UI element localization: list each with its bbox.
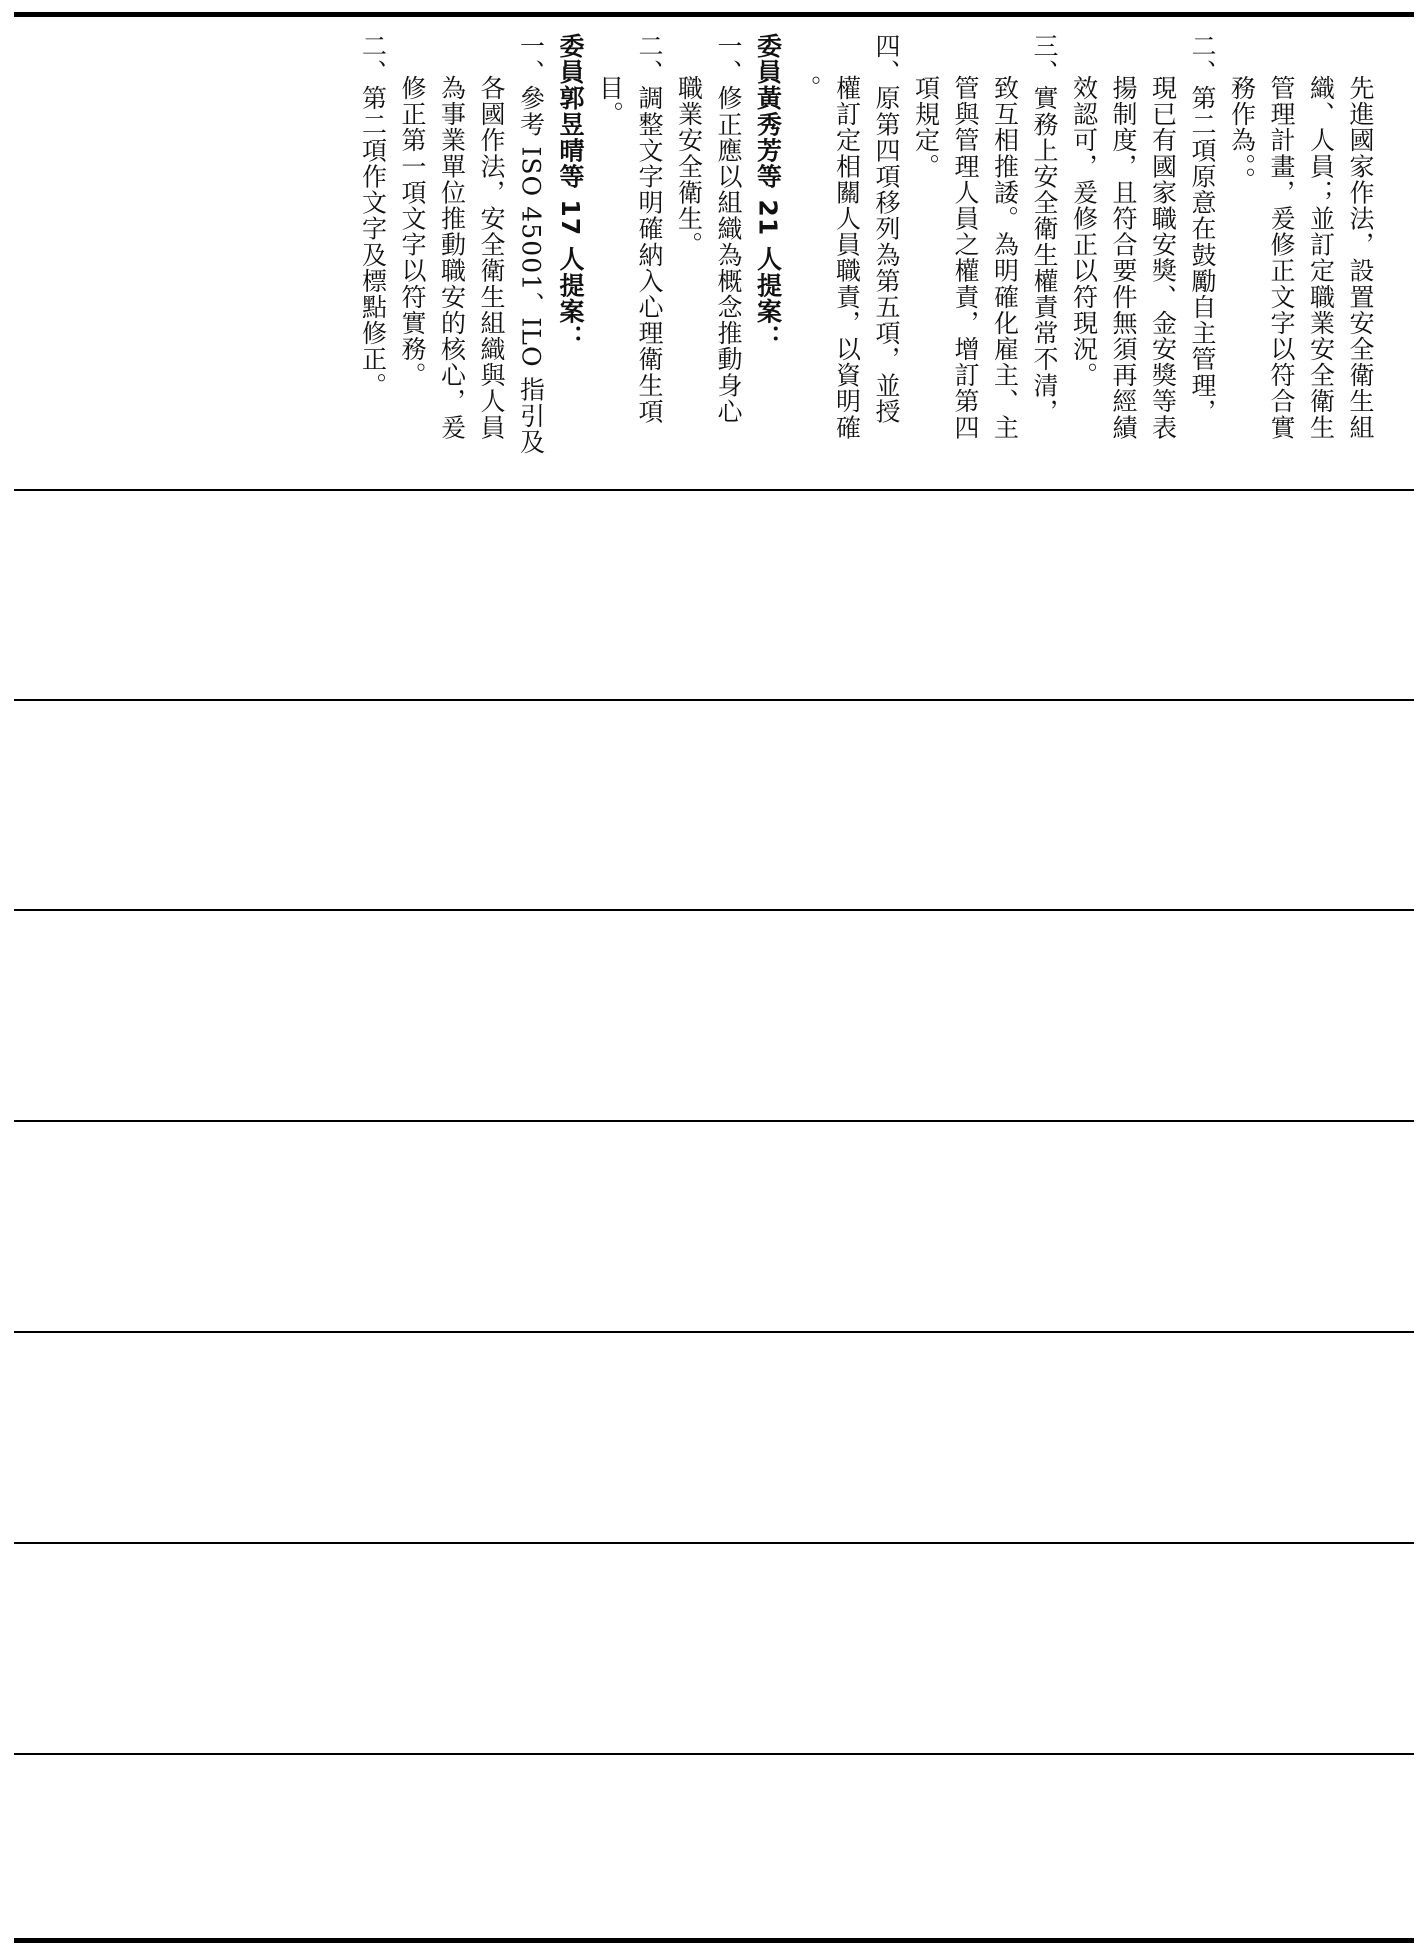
empty-table-row <box>14 491 1414 699</box>
text-line: 項規定。 <box>911 75 941 180</box>
empty-table-row <box>14 911 1414 1120</box>
text-line: 管理計畫，爰修正文字以符合實 <box>1267 75 1296 441</box>
text-line: 織、人員；並訂定職業安全衛生 <box>1306 75 1336 441</box>
text-line: 二、調整文字明確納入心理衛生項 <box>635 33 664 425</box>
text-line: 管與管理人員之權責，增訂第四 <box>951 75 980 441</box>
text-line: 效認可，爰修正以符現況。 <box>1069 75 1099 389</box>
text-line: 目。 <box>595 75 625 128</box>
text-line: 一、修正應以組織為概念推動身心 <box>714 33 743 425</box>
text-line: 務作為。。 <box>1227 75 1257 193</box>
text-line: 現已有國家職安獎、金安獎等表 <box>1148 75 1178 441</box>
text-line: 。 <box>793 75 822 102</box>
text-line: 職業安全衛生。 <box>674 75 704 258</box>
text-line: 二、第二項原意在鼓勵自主管理， <box>1188 33 1217 425</box>
text-line: 二、第二項作文字及標點修正。 <box>358 33 388 399</box>
text-line: 各國作法，安全衛生組織與人員 <box>477 75 506 441</box>
empty-table-row <box>14 1544 1414 1753</box>
empty-table-row <box>14 1333 1414 1542</box>
text-line: 先進國家作法，設置安全衛生組 <box>1346 75 1375 441</box>
empty-table-row <box>14 1122 1414 1331</box>
text-line: 修正第一項文字以符實務。 <box>398 75 427 389</box>
text-line: 為事業單位推動職安的核心，爰 <box>437 75 467 441</box>
text-line: 三、實務上安全衛生權責常不清， <box>1030 33 1059 425</box>
proposal-heading: 委員黃秀芳等 21 人提案： <box>753 33 783 351</box>
text-line: 致互相推諉。為明確化雇主、主 <box>990 75 1020 441</box>
bottom-border <box>14 1938 1414 1943</box>
proposal-heading: 委員郭昱晴等 17 人提案： <box>556 33 585 351</box>
explanation-text-column <box>14 17 1414 489</box>
empty-table-row <box>14 1755 1414 1938</box>
text-line: 一、參考 ISO 45001、ILO 指引及 <box>516 33 546 456</box>
text-line: 四、原第四項移列為第五項，並授 <box>872 33 901 425</box>
text-line: 權訂定相關人員職責，以資明確 <box>832 75 862 441</box>
empty-table-row <box>14 701 1414 909</box>
text-line: 揚制度，且符合要件無須再經績 <box>1109 75 1138 441</box>
